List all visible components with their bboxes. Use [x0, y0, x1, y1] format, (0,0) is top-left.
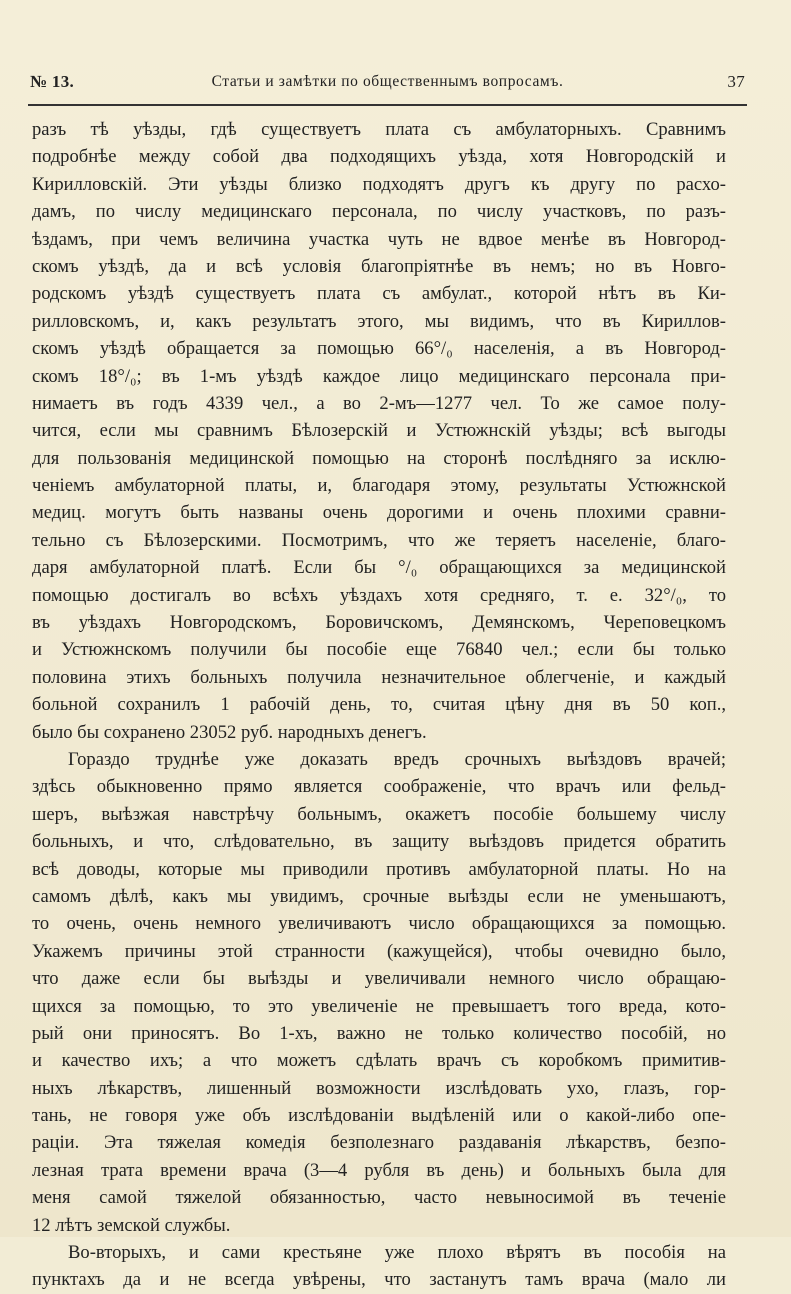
text-line: скомъ 18°/₀; въ 1-мъ уѣздѣ каждое лицо медицинскаго персонала при- — [32, 365, 726, 387]
article-body — [32, 116, 726, 1294]
header-rule — [28, 104, 747, 106]
running-title: Статьи и замѣтки по общественнымъ вопросамъ. — [211, 73, 564, 90]
text-line: скомъ уѣздѣ обращается за помощью 66°/₀ населенія, а въ Новгород- — [32, 338, 726, 360]
text-line: въ уѣздахъ Новгородскомъ, Боровичскомъ, Демянскомъ, Череповецкомъ — [32, 612, 726, 634]
text-line: родскомъ уѣздѣ существуетъ плата съ амбулат., которой нѣтъ въ Ки- — [32, 283, 726, 305]
text-line: ныхъ лѣкарствъ, лишенный возможности изслѣдовать ухо, глазъ, гор- — [32, 1077, 726, 1099]
text-line: здѣсь обыкновенно прямо является соображеніе, что врачъ или фельд- — [32, 776, 726, 798]
text-line: Гораздо труднѣе уже доказать вредъ срочныхъ выѣздовъ врачей; — [68, 748, 726, 770]
text-line: было бы сохранено 23052 руб. народныхъ денегъ. — [32, 721, 427, 743]
text-line: помощью достигалъ во всѣхъ уѣздахъ хотя средняго, т. е. 32°/₀, то — [32, 584, 726, 606]
text-line: разъ тѣ уѣзды, гдѣ существуетъ плата съ амбулаторныхъ. Сравнимъ — [32, 119, 726, 140]
text-line: ченіемъ амбулаторной платы, и, благодаря этому, результаты Устюжнской — [32, 475, 726, 497]
text-line: 12 лѣтъ земской службы. — [32, 1214, 231, 1236]
text-line: рилловскомъ, и, какъ результатъ этого, мы видимъ, что въ Кириллов- — [32, 310, 726, 332]
text-line: подробнѣе между собой два подходящихъ уѣзда, хотя Новгородскій и — [32, 146, 726, 168]
text-line: рый они приносятъ. Во 1-хъ, важно не только количество пособій, но — [32, 1022, 726, 1044]
text-line: для пользованія медицинской помощью на сторонѣ послѣдняго за исклю- — [32, 447, 726, 469]
text-line: медиц. могутъ быть названы очень дорогими и очень плохими сравни- — [32, 502, 726, 524]
text-line: Укажемъ причины этой странности (кажущейся), чтобы очевидно было, — [32, 940, 726, 962]
text-line: половина этихъ больныхъ получила незначительное облегченіе, и каждый — [32, 666, 726, 688]
text-line: больной сохранилъ 1 рабочій день, то, считая цѣну дня въ 50 коп., — [32, 694, 726, 716]
text-line: дамъ, по числу медицинскаго персонала, по числу участковъ, по разъ- — [32, 201, 726, 223]
text-line: то очень, очень немного увеличиваютъ число обращающихся за помощью. — [32, 913, 726, 935]
page-number: 37 — [727, 72, 745, 91]
text-line: лезная трата времени врача (3—4 рубля въ день) и больныхъ была для — [32, 1159, 726, 1181]
text-line: и качество ихъ; а что можетъ сдѣлать врачъ съ коробкомъ примитив- — [32, 1050, 726, 1072]
issue-number: № 13. — [30, 72, 75, 91]
text-line: чится, если мы сравнимъ Бѣлозерскій и Устюжнскій уѣзды; всѣ выгоды — [32, 420, 726, 442]
page-header — [30, 72, 745, 98]
text-line: шеръ, выѣзжая навстрѣчу больнымъ, окажетъ пособіе большему числу — [32, 803, 726, 825]
text-line: Кирилловскій. Эти уѣзды близко подходятъ другъ къ другу по расхо- — [32, 173, 726, 195]
text-line: пунктахъ да и не всегда увѣрены, что застанутъ тамъ врача (мало ли — [32, 1269, 726, 1291]
text-line: раціи. Эта тяжелая комедія безполезнаго раздаванія лѣкарствъ, безпо- — [32, 1132, 726, 1154]
text-line: нимаетъ въ годъ 4339 чел., а во 2-мъ—1277 чел. То же самое полу- — [32, 392, 726, 414]
text-line: тельно съ Бѣлозерскими. Посмотримъ, что же теряетъ населеніе, благо- — [32, 529, 726, 551]
text-line: тань, не говоря уже объ изслѣдованіи выдѣленій или о какой-либо опе- — [32, 1105, 726, 1127]
text-line: и Устюжнскомъ получили бы пособіе еще 76840 чел.; если бы только — [32, 639, 726, 661]
text-line: больныхъ, и что, слѣдовательно, въ защиту выѣздовъ придется обратить — [32, 831, 726, 853]
text-line: щихся за помощью, то это увеличеніе не превышаетъ того вреда, кото- — [32, 995, 726, 1017]
text-line: самомъ дѣлѣ, какъ мы увидимъ, срочные выѣзды если не уменьшаютъ, — [32, 885, 726, 907]
text-line: что даже если бы выѣзды и увеличивали немного число обращаю- — [32, 968, 726, 990]
text-line: даря амбулаторной платѣ. Если бы °/₀ обращающихся за медицинской — [32, 557, 726, 579]
text-line: меня самой тяжелой обязанностью, часто невыносимой въ теченіе — [32, 1187, 726, 1209]
text-line: всѣ доводы, которые мы приводили противъ амбулаторной платы. Но на — [32, 858, 726, 880]
text-line: ѣздамъ, при чемъ величина участка чуть не вдвое менѣе въ Новгород- — [32, 228, 726, 250]
text-line: скомъ уѣздѣ, да и всѣ условія благопріятнѣе въ немъ; но въ Новго- — [32, 255, 726, 277]
text-line: Во-вторыхъ, и сами крестьяне уже плохо вѣрятъ въ пособія на — [68, 1242, 726, 1264]
